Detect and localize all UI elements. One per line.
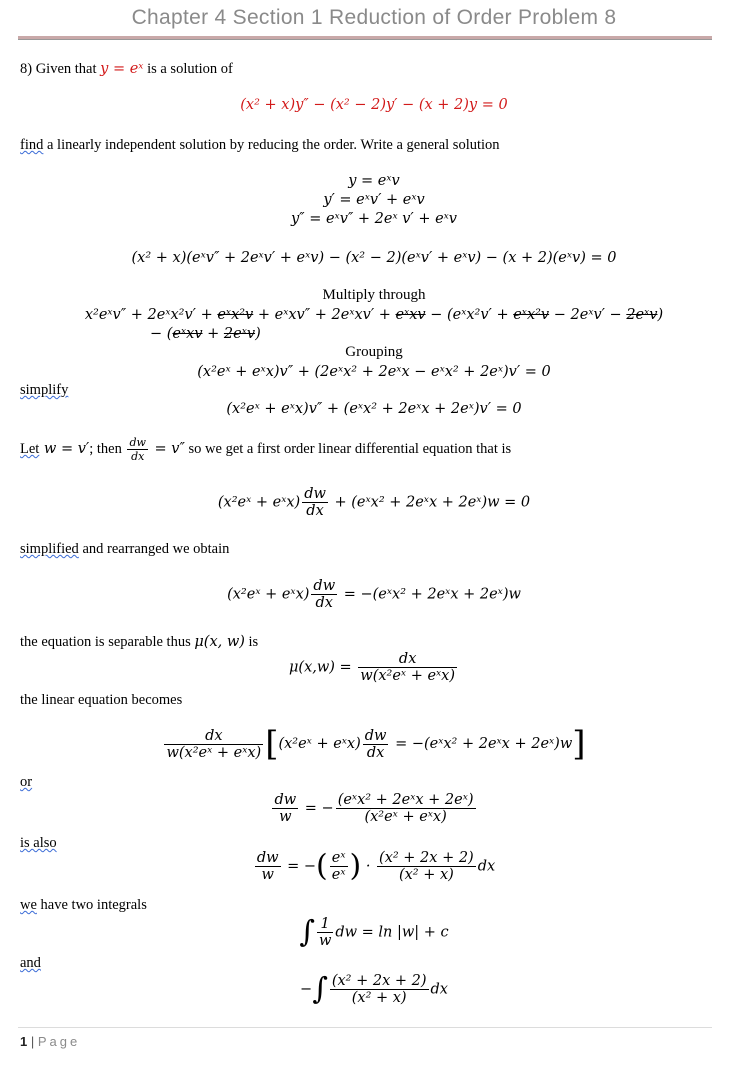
eq-y: y = eˣv [348, 173, 400, 189]
grouping-equation: (x²eˣ + eˣx)v″ + (2eˣx² + 2eˣx − eˣx² + 2eˣ)v′ = 0 [197, 364, 551, 380]
integrating-factor: μ(x,w) = $\frac{dx}{\text{w(x²eˣ + eˣx)}}$ [288, 651, 456, 684]
and-label: and [20, 955, 41, 971]
page-label: Page [37, 1034, 81, 1049]
first-order-equation: (x²eˣ + eˣx) $\frac{dw}{dx}$ + (eˣx² + 2eˣx + 2eˣ)w = 0 [217, 486, 531, 519]
problem-statement [20, 61, 233, 78]
page-footer: 1 | Page [20, 1034, 81, 1049]
substitution-equation: (x² + x)(eˣv″ + 2eˣv′ + eˣv) − (x² − 2)(eˣv′ + eˣv) − (x + 2)(eˣv) = 0 [131, 250, 617, 266]
multiplied-equation: $\frac{dx}{\text{w(x²eˣ + eˣx)}}$ [(x²eˣ + eˣx) $\frac{dw}{dx}$ = −(eˣx² + 2eˣx + 2eˣ)w] [166, 724, 586, 764]
separated-equation: $\frac{dw}{w}$ = − $\frac{\text{(eˣx² + 2eˣx + 2eˣ)}}{\text{(x²eˣ + eˣx)}}$ [274, 792, 474, 825]
simplify-label: simplify [20, 382, 69, 398]
rearranged-text: simplified and rearranged we obtain [20, 541, 230, 557]
header-divider [18, 36, 712, 40]
multiply-line-1: x²eˣv″ + 2eˣx²v′ + eˣx²v + eˣxv″ + 2eˣxv′ + eˣxv − (eˣx²v′ + eˣx²v − 2eˣv′ − 2eˣv) [84, 307, 664, 323]
separable-text: the equation is separable thus μ(x, w) is [20, 634, 259, 650]
is-also-label: is also [20, 835, 57, 851]
grouping-label: Grouping [345, 344, 403, 360]
or-label: or [20, 774, 33, 790]
eq-y-prime: y′ = eˣv′ + eˣv [323, 192, 425, 208]
problem-prefix: 8) Given that [20, 61, 101, 77]
footer-divider [18, 1027, 712, 1028]
ode-equation: (x² + x)y″ − (x² − 2)y′ − (x + 2)y = 0 [240, 97, 508, 113]
eq-y-double-prime: y″ = eˣv″ + 2eˣ v′ + eˣv [290, 211, 457, 227]
simplify-equation: (x²eˣ + eˣx)v″ + (eˣx² + 2eˣx + 2eˣ)v′ = 0 [226, 401, 522, 417]
integral-x: −∫ $\frac{\text{(x² + 2x + 2)}}{\text{(x² + x)}}$ dx [300, 971, 448, 1007]
page-number: 1 [20, 1034, 28, 1049]
page-title: Chapter 4 Section 1 Reduction of Order Problem 8 [131, 6, 617, 29]
given-solution: y = eˣ [100, 61, 144, 77]
multiply-label: Multiply through [322, 287, 426, 303]
instruction-word: find [20, 137, 44, 153]
multiply-line-2: − (eˣxv + 2eˣv) [150, 326, 261, 342]
problem-suffix: is a solution of [143, 61, 233, 77]
factored-equation: $\frac{dw}{w}$ = −( $\frac{\text{eˣ}}{\text{eˣ}}$ ) · $\frac{\text{(x² + 2x + 2)}}{\text{(x² + x)}}$ dx [256, 848, 496, 884]
integral-w: ∫ $\frac{1}{w}$ dw = ln |w| + c [299, 914, 449, 950]
rearranged-equation: (x²eˣ + eˣx) $\frac{dw}{dx}$ = −(eˣx² + 2eˣx + 2eˣ)w [227, 578, 521, 611]
instruction [20, 137, 500, 154]
becomes-text: the linear equation becomes [20, 692, 183, 708]
integrals-text: we have two integrals [20, 897, 147, 913]
substitution-text: Let w = v′; then $\frac{dw}{dx}$ = v″ so we get a first order linear differential equation that is [20, 436, 512, 463]
instruction-rest: a linearly independent solution by reducing the order. Write a general solution [43, 137, 500, 153]
